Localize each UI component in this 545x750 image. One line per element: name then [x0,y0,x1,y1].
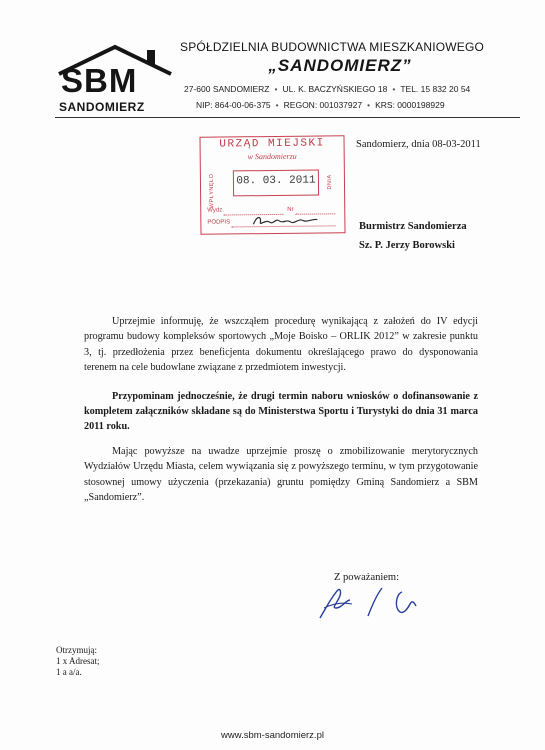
distribution-item: 1 x Adresat; [56,656,100,666]
organization-name: SPÓŁDZIELNIA BUDOWNICTWA MIESZKANIOWEGO [180,40,485,54]
stamp-department-label: Wydz. [207,207,224,214]
address-city: 27-600 SANDOMIERZ [184,84,270,94]
stamp-signature-label: PODPIS [207,219,231,226]
nip: NIP: 864-00-06-375 [196,100,271,110]
stamp-number-label: Nr [287,206,294,213]
address-street: UL. K. BACZYŃSKIEGO 18 [282,84,388,94]
stamp-date-box [233,170,319,197]
organization-ids: NIP: 864-00-06-375 • REGON: 001037927 • KRS: 0000198929 [196,100,445,110]
regon: REGON: 001037927 [283,100,363,110]
sbm-logo [55,44,173,116]
distribution-item: 1 a a/a. [56,667,82,677]
logo-subtext: SANDOMIERZ [59,100,145,114]
stamp-title: URZĄD MIEJSKI [219,137,325,151]
footer-website: www.sbm-sandomierz.pl [221,730,324,741]
letter-body [84,314,478,505]
organization-title: „SANDOMIERZ” [268,56,412,75]
distribution-list [56,645,100,678]
organization-header [180,40,520,76]
logo-text: SBM [61,62,138,99]
stamp-handwritten-signature [251,212,321,229]
received-stamp [199,135,345,235]
letter-date: Sandomierz, dnia 08-03-2011 [356,139,481,150]
distribution-title: Otrzymują: [56,645,97,655]
organization-address: 27-600 SANDOMIERZ • UL. K. BACZYŃSKIEGO 18 • TEL. 15 832 20 54 [184,84,471,94]
paragraph-1: Uprzejmie informuję, że wszcząłem procedurę wynikającą z założeń do IV edycji programu budowy kompleksów sportowych „Moje Boisko – ORLIK 2012” w zakresie punktu 3, tj. przedłożenia przez beneficjenta dokumentu określającego prawo do dysponowania terenem na cele budowlane związane z przedmiotem inwestycji. [84,316,478,374]
closing-regards: Z poważaniem: [334,572,400,583]
paragraph-3: Mając powyższe na uwadze uprzejmie proszę o zmobilizowanie merytorycznych Wydziałów Urzędu Miasta, celem wywiązania się z powyższego terminu, w tym przygotowanie stosownej umowy użyczenia (przekazania) gruntu pomiędzy Gminą Sandomierz a SBM „Sandomierz”. [84,445,478,504]
header-divider [55,117,520,118]
address-phone: TEL. 15 832 20 54 [400,84,471,94]
paragraph-2: Przypominam jednocześnie, że drugi termin naboru wniosków o dofinansowanie z kompletem załączników składane są do Ministerstwa Sportu i Turystyki do dnia 31 marca 2011 roku. [84,390,478,433]
recipient-name: Sz. P. Jerzy Borowski [359,240,455,251]
stamp-day-label: DNIA [326,174,334,190]
stamp-received-label: WPŁYNĘŁO [208,173,216,209]
recipient-block [359,217,467,255]
stamp-subtitle: w Sandomierzu [247,151,297,162]
recipient-title: Burmistrz Sandomierza [359,221,467,232]
stamp-date: 08. 03. 2011 [236,174,316,188]
handwritten-signature [312,578,442,628]
krs: KRS: 0000198929 [375,100,445,110]
